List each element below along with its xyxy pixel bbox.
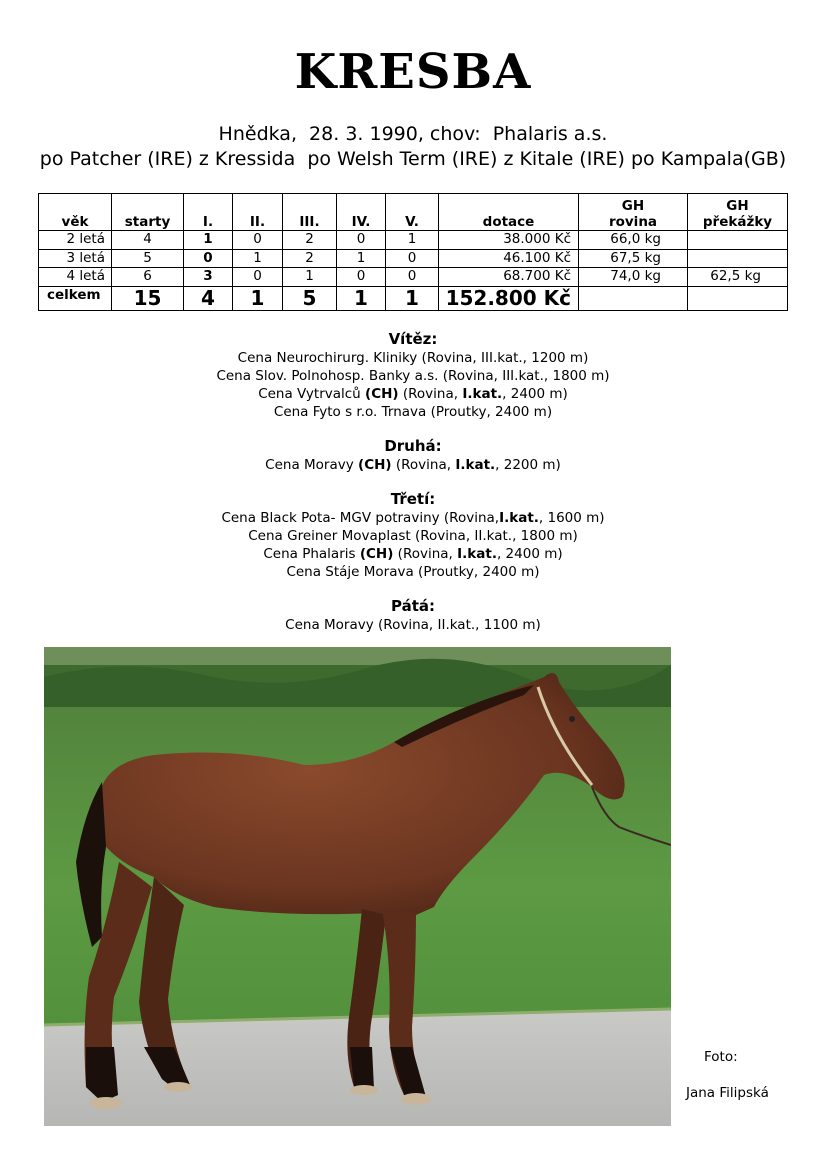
col-header-age: věk — [39, 194, 112, 231]
fifth-section — [0, 597, 826, 634]
col-header-third: III. — [283, 194, 337, 231]
col-header-fifth: V. — [386, 194, 439, 231]
list-item: Cena Black Pota- MGV potraviny (Rovina,I.kat., 1600 m) — [221, 510, 605, 526]
page-title: KRESBA — [294, 44, 532, 100]
col-header-first: I. — [184, 194, 233, 231]
list-item: Cena Stáje Morava (Proutky, 2400 m) — [286, 564, 540, 580]
section-heading: Vítěz: — [388, 330, 438, 348]
pedigree: po Patcher (IRE) z Kressida po Welsh Term (IRE) z Kitale (IRE) po Kampala(GB) — [39, 148, 787, 170]
list-item: Cena Greiner Movaplast (Rovina, II.kat., 1800 m) — [248, 528, 578, 544]
winner-section — [0, 330, 826, 421]
list-item: Cena Vytrvalců (CH) (Rovina, I.kat., 2400 m) — [258, 386, 568, 402]
list-item: Cena Fyto s r.o. Trnava (Proutky, 2400 m) — [273, 404, 553, 420]
list-item: Cena Moravy (CH) (Rovina, I.kat., 2200 m) — [265, 457, 561, 473]
table-row: 3 letá 5 0 1 2 1 0 46.100 Kč 67,5 kg — [39, 249, 788, 268]
col-header-fourth: IV. — [337, 194, 386, 231]
list-item: Cena Moravy (Rovina, II.kat., 1100 m) — [285, 617, 541, 633]
col-header-starts: starty — [112, 194, 184, 231]
col-header-gh-flat: GH rovina — [579, 194, 688, 231]
horse-info: Hnědka, 28. 3. 1990, chov: Phalaris a.s. — [218, 123, 608, 145]
table-row: 2 letá 4 1 0 2 0 1 38.000 Kč 66,0 kg — [39, 231, 788, 250]
photo-credit-name: Jana Filipská — [686, 1085, 769, 1101]
table-row: 4 letá 6 3 0 1 0 0 68.700 Kč 74,0 kg 62,5 kg — [39, 268, 788, 287]
col-header-gh-jumps: GH překážky — [688, 194, 788, 231]
col-header-prize-money: dotace — [439, 194, 579, 231]
race-stats-table — [38, 193, 788, 311]
section-heading: Pátá: — [390, 597, 435, 615]
table-total-row: celkem 15 4 1 5 1 1 152.800 Kč — [39, 286, 788, 310]
table-header-row — [39, 194, 788, 231]
list-item: Cena Slov. Polnohosp. Banky a.s. (Rovina, III.kat., 1800 m) — [216, 368, 610, 384]
section-heading: Třetí: — [390, 490, 436, 508]
section-heading: Druhá: — [384, 437, 442, 455]
list-item: Cena Neurochirurg. Kliniky (Rovina, III.kat., 1200 m) — [237, 350, 589, 366]
second-section — [0, 437, 826, 474]
race-results — [0, 330, 826, 650]
horse-photo — [44, 647, 671, 1126]
col-header-second: II. — [233, 194, 283, 231]
third-section — [0, 490, 826, 581]
list-item: Cena Phalaris (CH) (Rovina, I.kat., 2400 m) — [263, 546, 563, 562]
photo-credit-label: Foto: — [704, 1049, 738, 1065]
